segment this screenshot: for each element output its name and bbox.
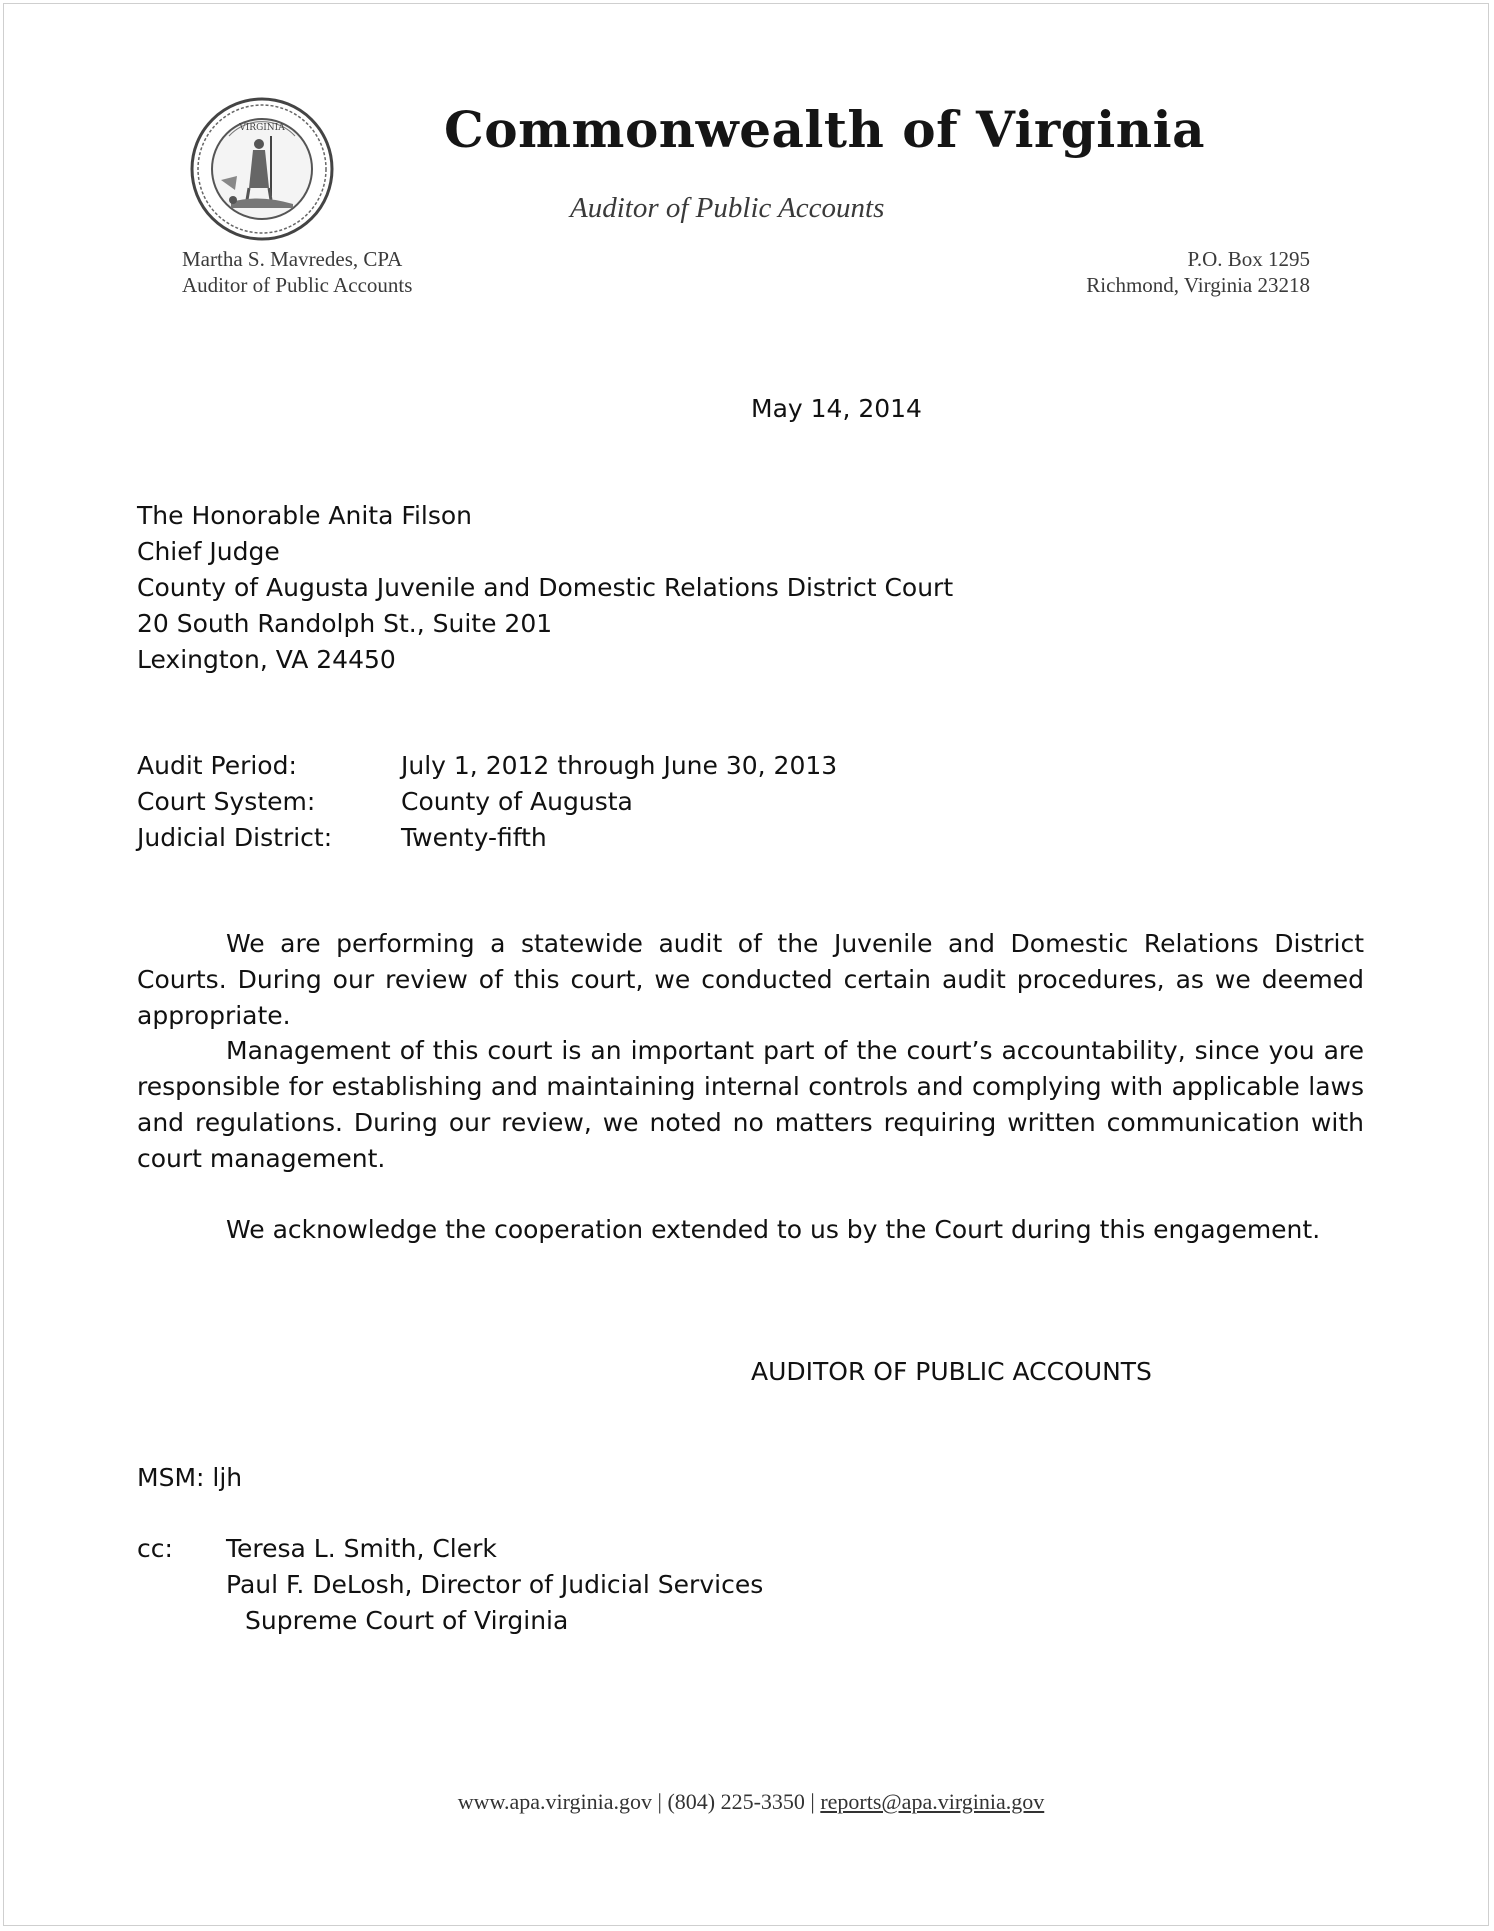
- body-paragraph-2: [137, 1033, 1364, 1177]
- recipient-address: [137, 498, 953, 678]
- footer-email-link[interactable]: reports@apa.virginia.gov: [820, 1789, 1045, 1814]
- recipient-title: Chief Judge: [137, 537, 280, 566]
- footer-separator-2: |: [810, 1789, 815, 1814]
- court-system-row: [137, 784, 837, 820]
- letter-footer: [4, 1789, 1494, 1815]
- judicial-district-row: [137, 820, 837, 856]
- audit-period-row: [137, 748, 837, 784]
- court-system-label: Court System:: [137, 787, 316, 816]
- recipient-court: County of Augusta Juvenile and Domestic Relations District Court: [137, 573, 954, 602]
- letterhead-subtitle: Auditor of Public Accounts: [570, 192, 885, 224]
- recipient-name: The Honorable Anita Filson: [137, 501, 472, 530]
- audit-period-label: Audit Period:: [137, 751, 297, 780]
- body-paragraph-1-text: We are performing a statewide audit of the Juvenile and Domestic Relations District Courts. During our review of this court, we conducted certain audit procedures, as we deemed appropriate.: [137, 929, 1364, 1030]
- auditor-name-block: [182, 246, 412, 298]
- cc-recipient-1: Teresa L. Smith, Clerk: [226, 1534, 497, 1563]
- cc-row-1: [137, 1531, 763, 1567]
- reference-initials: MSM: ljh: [137, 1463, 243, 1492]
- body-paragraph-3-text: We acknowledge the cooperation extended to us by the Court during this engagement.: [226, 1215, 1321, 1244]
- footer-separator-1: |: [657, 1789, 662, 1814]
- city-state-zip: Richmond, Virginia 23218: [1086, 273, 1310, 297]
- virginia-seal-logo: [189, 96, 335, 242]
- audit-details: [137, 748, 837, 856]
- court-system-value: County of Augusta: [401, 787, 633, 816]
- footer-phone: (804) 225-3350: [667, 1789, 805, 1814]
- body-paragraph-1: [137, 926, 1364, 1034]
- judicial-district-value: Twenty-fifth: [401, 823, 547, 852]
- letter-page: [3, 3, 1489, 1926]
- footer-website[interactable]: www.apa.virginia.gov: [457, 1789, 653, 1814]
- mailing-address-block: [1086, 246, 1310, 298]
- judicial-district-label: Judicial District:: [137, 823, 333, 852]
- auditor-title: Auditor of Public Accounts: [182, 273, 413, 297]
- letterhead-title: Commonwealth of Virginia: [444, 100, 1205, 159]
- body-paragraph-2-text: Management of this court is an important part of the court’s accountability, since you are responsible for establishing and maintaining internal controls and complying with applicable laws and regulations. During our review, we noted no matters requiring written communication with court management.: [137, 1036, 1364, 1173]
- signature-block: AUDITOR OF PUBLIC ACCOUNTS: [751, 1357, 1152, 1386]
- svg-text:VIRGINIA: VIRGINIA: [239, 123, 285, 133]
- audit-period-value: July 1, 2012 through June 30, 2013: [401, 751, 838, 780]
- po-box: P.O. Box 1295: [1187, 247, 1310, 271]
- recipient-street: 20 South Randolph St., Suite 201: [137, 609, 553, 638]
- letter-date: May 14, 2014: [751, 394, 922, 423]
- cc-list: [137, 1531, 763, 1639]
- cc-recipient-2: Paul F. DeLosh, Director of Judicial Services: [226, 1570, 764, 1599]
- recipient-city: Lexington, VA 24450: [137, 645, 396, 674]
- auditor-name: Martha S. Mavredes, CPA: [182, 247, 403, 271]
- cc-label: cc:: [137, 1534, 173, 1563]
- cc-recipient-3: Supreme Court of Virginia: [245, 1606, 569, 1635]
- body-paragraph-3: [137, 1212, 1364, 1248]
